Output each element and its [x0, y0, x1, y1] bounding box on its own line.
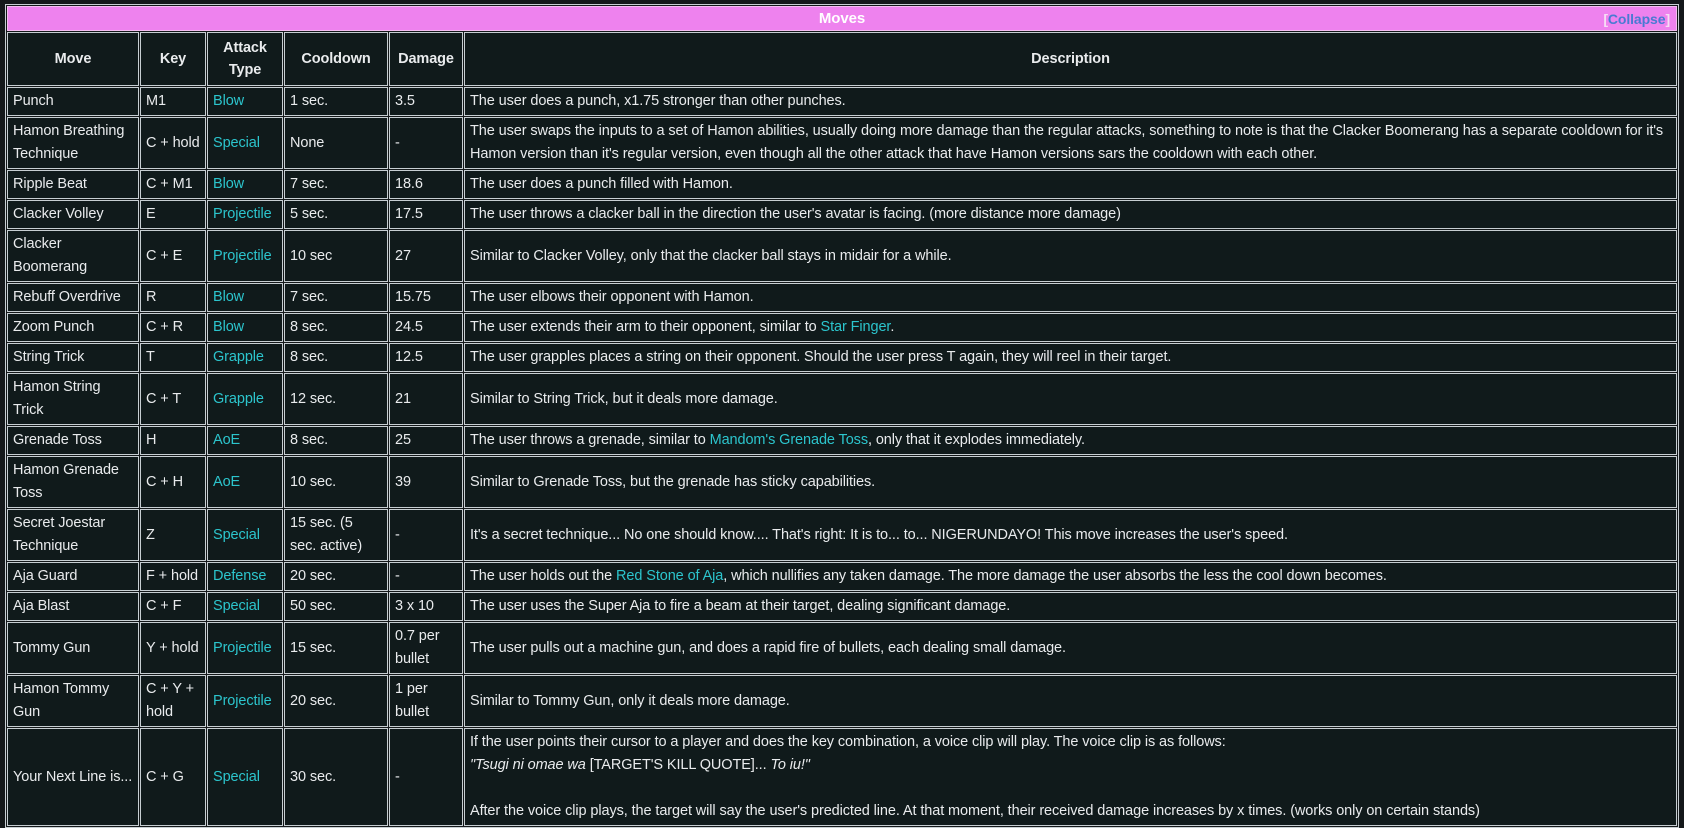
move-cell: Zoom Punch — [7, 313, 139, 342]
cooldown-cell: 5 sec. — [284, 200, 388, 229]
description-paragraph — [470, 203, 1671, 226]
attack-type-link[interactable]: Projectile — [213, 206, 272, 222]
key-cell: C + Y + hold — [140, 675, 206, 727]
key-cell: R — [140, 283, 206, 312]
attack-type-link[interactable]: Grapple — [213, 390, 264, 407]
text-segment: , which nullifies any taken damage. The more damage the user absorbs the less the cool down becomes. — [723, 568, 1387, 584]
collapse-toggle — [1603, 11, 1670, 27]
description-paragraph — [470, 754, 1671, 777]
attack-type-cell — [207, 622, 283, 674]
description-cell — [464, 456, 1677, 508]
damage-cell: 18.6 — [389, 170, 463, 199]
damage-cell: 39 — [389, 456, 463, 508]
key-cell: C + R — [140, 313, 206, 342]
description-cell — [464, 200, 1677, 229]
text-segment: After the voice clip plays, the target will say the user's predicted line. At that moment, their received damage increases by x times. (works only on certain stands) — [470, 803, 1480, 819]
move-cell: Hamon Breathing Technique — [7, 117, 139, 169]
text-segment: Similar to String Trick, but it deals more damage. — [470, 390, 778, 407]
move-cell: Hamon Tommy Gun — [7, 675, 139, 727]
table-row — [7, 283, 1677, 312]
attack-type-link[interactable]: Special — [213, 526, 260, 543]
description-cell — [464, 343, 1677, 372]
attack-type-cell — [207, 87, 283, 116]
description-paragraph — [470, 429, 1671, 452]
description-cell — [464, 426, 1677, 455]
attack-type-cell — [207, 456, 283, 508]
collapse-close-bracket: ] — [1665, 10, 1670, 27]
description-cell — [464, 87, 1677, 116]
attack-type-cell — [207, 117, 283, 169]
damage-cell: 12.5 — [389, 343, 463, 372]
italic-text: "Tsugi ni omae wa — [470, 757, 586, 773]
attack-type-link[interactable]: Projectile — [213, 247, 272, 264]
text-segment: Similar to Clacker Volley, only that the clacker ball stays in midair for a while. — [470, 247, 952, 264]
table-row — [7, 622, 1677, 674]
table-title: Moves — [818, 10, 866, 27]
column-header-move: Move — [7, 32, 139, 86]
damage-cell: 1 per bullet — [389, 675, 463, 727]
cooldown-cell: 8 sec. — [284, 313, 388, 342]
description-paragraph — [470, 388, 1671, 411]
text-segment: Similar to Grenade Toss, but the grenade has sticky capabilities. — [470, 473, 876, 490]
cooldown-cell: None — [284, 117, 388, 169]
text-segment: [TARGET'S KILL QUOTE]... — [585, 757, 771, 773]
cooldown-cell: 8 sec. — [284, 343, 388, 372]
cooldown-cell: 12 sec. — [284, 373, 388, 425]
table-row — [7, 200, 1677, 229]
attack-type-link[interactable]: Blow — [213, 93, 245, 109]
table-title-row — [7, 6, 1677, 31]
damage-cell: - — [389, 562, 463, 591]
cooldown-cell: 15 sec. (5 sec. active) — [284, 509, 388, 561]
description-cell — [464, 592, 1677, 621]
damage-cell: 21 — [389, 373, 463, 425]
text-segment: The user does a punch filled with Hamon. — [470, 176, 733, 192]
column-header-attack-type: Attack Type — [207, 32, 283, 86]
description-paragraph — [470, 637, 1671, 660]
table-row — [7, 456, 1677, 508]
italic-text: To iu!" — [770, 757, 810, 773]
description-paragraph — [470, 595, 1671, 618]
key-cell: Y + hold — [140, 622, 206, 674]
damage-cell: 0.7 per bullet — [389, 622, 463, 674]
key-cell: C + hold — [140, 117, 206, 169]
cooldown-cell: 7 sec. — [284, 170, 388, 199]
attack-type-cell — [207, 200, 283, 229]
description-paragraph — [470, 565, 1671, 588]
attack-type-cell — [207, 230, 283, 282]
description-cell — [464, 170, 1677, 199]
table-row — [7, 313, 1677, 342]
description-link[interactable]: Mandom's Grenade Toss — [709, 432, 868, 448]
damage-cell: - — [389, 728, 463, 826]
text-segment: The user pulls out a machine gun, and does a rapid fire of bullets, each dealing small damage. — [470, 639, 1066, 656]
damage-cell: 3 x 10 — [389, 592, 463, 621]
description-cell — [464, 728, 1677, 826]
attack-type-cell — [207, 675, 283, 727]
attack-type-link[interactable]: Special — [213, 134, 260, 151]
table-row — [7, 728, 1677, 826]
move-cell: Aja Blast — [7, 592, 139, 621]
key-cell: E — [140, 200, 206, 229]
text-segment: The user throws a clacker ball in the direction the user's avatar is facing. (more distance more damage) — [470, 206, 1121, 222]
column-header-cooldown: Cooldown — [284, 32, 388, 86]
description-paragraph — [470, 346, 1671, 369]
table-row — [7, 170, 1677, 199]
attack-type-link[interactable]: Blow — [213, 289, 245, 305]
text-segment: , only that it explodes immediately. — [867, 432, 1085, 448]
text-segment: The user does a punch, x1.75 stronger than other punches. — [470, 93, 846, 109]
description-cell — [464, 283, 1677, 312]
description-paragraph — [470, 316, 1671, 339]
attack-type-link[interactable]: Blow — [213, 176, 245, 192]
key-cell: C + M1 — [140, 170, 206, 199]
description-cell — [464, 313, 1677, 342]
description-cell — [464, 562, 1677, 591]
table-title-bar — [7, 6, 1677, 31]
attack-type-link[interactable]: Blow — [213, 319, 245, 335]
description-paragraph — [470, 800, 1671, 823]
damage-cell: - — [389, 509, 463, 561]
damage-cell: 27 — [389, 230, 463, 282]
attack-type-link[interactable]: Special — [213, 598, 260, 614]
cooldown-cell: 20 sec. — [284, 562, 388, 591]
table-row — [7, 373, 1677, 425]
key-cell: C + F — [140, 592, 206, 621]
description-paragraph — [470, 90, 1671, 113]
collapse-link[interactable]: Collapse — [1607, 10, 1666, 27]
move-cell: Secret Joestar Technique — [7, 509, 139, 561]
key-cell: H — [140, 426, 206, 455]
move-cell: Aja Guard — [7, 562, 139, 591]
text-segment: The user throws a grenade, similar to — [470, 432, 710, 448]
text-segment: Similar to Tommy Gun, only it deals more damage. — [470, 692, 790, 709]
text-segment: The user elbows their opponent with Hamon. — [470, 289, 754, 305]
collapse-open-bracket: [ — [1603, 10, 1608, 27]
cooldown-cell: 50 sec. — [284, 592, 388, 621]
damage-cell: 24.5 — [389, 313, 463, 342]
move-cell: Ripple Beat — [7, 170, 139, 199]
attack-type-link[interactable]: AoE — [213, 432, 241, 448]
attack-type-link[interactable]: Projectile — [213, 639, 272, 656]
description-paragraph — [470, 777, 1671, 800]
cooldown-cell: 8 sec. — [284, 426, 388, 455]
move-cell: Grenade Toss — [7, 426, 139, 455]
damage-cell: 3.5 — [389, 87, 463, 116]
text-segment: . — [890, 319, 895, 335]
move-cell: Clacker Volley — [7, 200, 139, 229]
attack-type-link[interactable]: Grapple — [213, 349, 264, 365]
description-cell — [464, 117, 1677, 169]
text-segment: The user uses the Super Aja to fire a beam at their target, dealing significant damage. — [470, 598, 1011, 614]
table-row — [7, 592, 1677, 621]
move-cell: Hamon String Trick — [7, 373, 139, 425]
attack-type-link[interactable]: Special — [213, 768, 260, 785]
description-cell — [464, 622, 1677, 674]
damage-cell: 15.75 — [389, 283, 463, 312]
attack-type-cell — [207, 509, 283, 561]
key-cell: T — [140, 343, 206, 372]
description-cell — [464, 230, 1677, 282]
attack-type-cell — [207, 562, 283, 591]
text-segment: The user swaps the inputs to a set of Hamon abilities, usually doing more damage than the regular attacks, something to note is that the Clacker Boomerang has a separate cooldown for it's Hamon version than it's regular version, even though all the other attack that have Hamon versions sars the cooldown with each other. — [470, 123, 1664, 162]
description-paragraph — [470, 245, 1671, 268]
key-cell: C + T — [140, 373, 206, 425]
table-row — [7, 562, 1677, 591]
text-segment: The user extends their arm to their opponent, similar to — [470, 319, 821, 335]
cooldown-cell: 20 sec. — [284, 675, 388, 727]
table-row — [7, 426, 1677, 455]
moves-table — [5, 4, 1679, 828]
attack-type-cell — [207, 728, 283, 826]
table-row — [7, 509, 1677, 561]
table-row — [7, 230, 1677, 282]
cooldown-cell: 10 sec — [284, 230, 388, 282]
cooldown-cell: 1 sec. — [284, 87, 388, 116]
key-cell: Z — [140, 509, 206, 561]
attack-type-cell — [207, 426, 283, 455]
description-cell — [464, 373, 1677, 425]
cooldown-cell: 7 sec. — [284, 283, 388, 312]
attack-type-cell — [207, 373, 283, 425]
cooldown-cell: 10 sec. — [284, 456, 388, 508]
column-header-description: Description — [464, 32, 1677, 86]
description-link[interactable]: Star Finger — [820, 319, 891, 335]
description-paragraph — [470, 524, 1671, 547]
move-cell: Tommy Gun — [7, 622, 139, 674]
text-segment: The user holds out the — [470, 568, 617, 584]
description-paragraph — [470, 120, 1671, 166]
description-paragraph — [470, 690, 1671, 713]
attack-type-cell — [207, 313, 283, 342]
attack-type-cell — [207, 283, 283, 312]
attack-type-link[interactable]: Projectile — [213, 692, 272, 709]
damage-cell: 25 — [389, 426, 463, 455]
column-header-row — [7, 32, 1677, 86]
key-cell: C + E — [140, 230, 206, 282]
attack-type-cell — [207, 343, 283, 372]
cooldown-cell: 15 sec. — [284, 622, 388, 674]
key-cell: C + H — [140, 456, 206, 508]
key-cell: F + hold — [140, 562, 206, 591]
table-row — [7, 87, 1677, 116]
move-cell: Punch — [7, 87, 139, 116]
move-cell: Rebuff Overdrive — [7, 283, 139, 312]
damage-cell: - — [389, 117, 463, 169]
attack-type-cell — [207, 592, 283, 621]
attack-type-cell — [207, 170, 283, 199]
attack-type-link[interactable]: Defense — [213, 568, 267, 584]
description-paragraph — [470, 731, 1671, 754]
damage-cell: 17.5 — [389, 200, 463, 229]
key-cell: C + G — [140, 728, 206, 826]
text-segment: It's a secret technique... No one should know.... That's right: It is to... to... NIGERUNDAYO! This move increases the user's speed. — [470, 526, 1288, 543]
table-row — [7, 343, 1677, 372]
description-paragraph — [470, 471, 1671, 494]
move-cell: Clacker Boomerang — [7, 230, 139, 282]
description-cell — [464, 509, 1677, 561]
column-header-damage: Damage — [389, 32, 463, 86]
move-cell: String Trick — [7, 343, 139, 372]
description-paragraph — [470, 173, 1671, 196]
text-segment: The user grapples places a string on their opponent. Should the user press T again, they will reel in their target. — [470, 349, 1172, 365]
attack-type-link[interactable]: AoE — [213, 473, 241, 490]
text-segment: If the user points their cursor to a player and does the key combination, a voice clip will play. The voice clip is as follows: — [470, 734, 1226, 750]
cooldown-cell: 30 sec. — [284, 728, 388, 826]
column-header-key: Key — [140, 32, 206, 86]
key-cell: M1 — [140, 87, 206, 116]
description-link[interactable]: Red Stone of Aja — [616, 568, 724, 584]
table-row — [7, 675, 1677, 727]
move-cell: Hamon Grenade Toss — [7, 456, 139, 508]
description-paragraph — [470, 286, 1671, 309]
table-row — [7, 117, 1677, 169]
description-cell — [464, 675, 1677, 727]
move-cell: Your Next Line is... — [7, 728, 139, 826]
